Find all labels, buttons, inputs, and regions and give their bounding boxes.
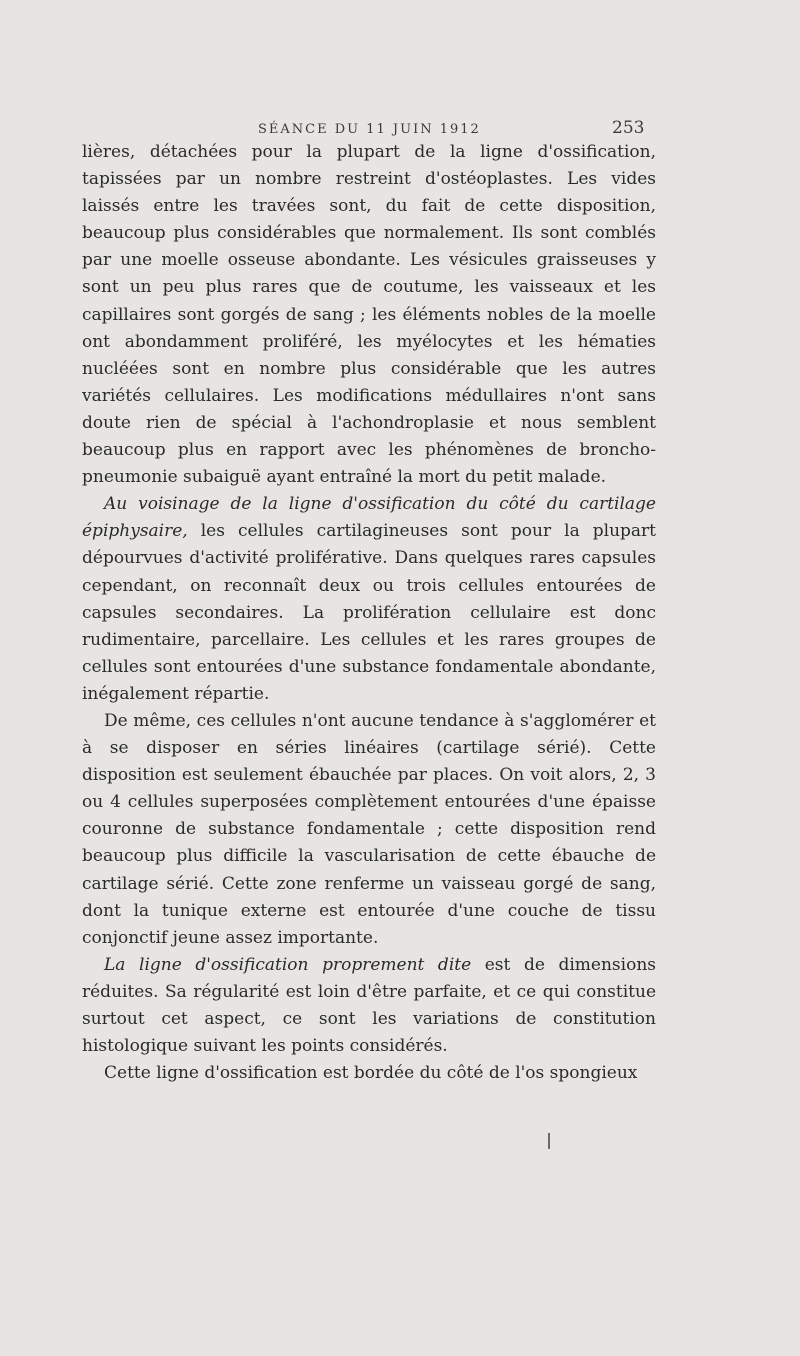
- paragraph-text: les cellules cartilagineuses sont pour la plupart dépourvues d'activité proliférative. Dans quelques rares capsules cependant, on reconnaît deux ou trois cellules entourées de capsules secondaires. La prolifération cellulaire est donc rudimentaire, parcellaire. Les cellules et les rares groupes de cellules sont entourées d'une substance fondamentale abondante, inégalement répartie.: [82, 521, 656, 704]
- paragraph-text: est de dimensions réduites. Sa régularité est loin d'être parfaite, et ce qui constitue surtout cet aspect, ce sont les variations de constitution histologique suivant les points considérés.: [82, 954, 656, 1057]
- italic-lead: Au voisinage de la ligne d'ossification du côté du cartilage épiphysaire,: [82, 494, 656, 542]
- italic-lead: La ligne d'ossification proprement dite: [104, 954, 472, 975]
- page-number: 253: [612, 118, 645, 138]
- running-head: SÉANCE DU 11 JUIN 1912: [258, 122, 481, 137]
- body-text: [82, 139, 656, 1087]
- paragraph-text: De même, ces cellules n'ont aucune tendance à s'agglomérer et à se disposer en séries linéaires (cartilage sérié). Cette disposition est seulement ébauchée par places. On voit alors, 2, 3 ou 4 cellules superposées complètement entourées d'une épaisse couronne de substance fondamentale ; cette disposition rend beaucoup plus difficile la vascularisation de cette ébauche de cartilage sérié. Cette zone renferme un vaisseau gorgé de sang, dont la tunique externe est entourée d'une couche de tissu conjonctif jeune assez importante.: [82, 710, 656, 948]
- paragraph-text: Cette ligne d'ossification est bordée du côté de l'os spongieux: [104, 1063, 638, 1084]
- paragraph-2: [82, 491, 656, 708]
- paragraph-5: [82, 1060, 656, 1087]
- paragraph-4: [82, 952, 656, 1060]
- stray-ink-mark: [548, 1133, 550, 1149]
- paragraph-3: [82, 708, 656, 952]
- paragraph-1: [82, 139, 656, 491]
- paragraph-text: lières, détachées pour la plupart de la ligne d'ossification, tapissées par un nombre restreint d'ostéoplastes. Les vides laissés entre les travées sont, du fait de cette disposition, beaucoup plus considérables que normalement. Ils sont comblés par une moelle osseuse abondante. Les vésicules graisseuses y sont un peu plus rares que de coutume, les vaisseaux et les capillaires sont gorgés de sang ; les éléments nobles de la moelle ont abondamment proliféré, les myélocytes et les hématies nucléées sont en nombre plus considérable que les autres variétés cellulaires. Les modifications médullaires n'ont sans doute rien de spécial à l'achondroplasie et nous semblent beaucoup plus en rapport avec les phénomènes de broncho-pneumonie subaiguë ayant entraîné la mort du petit malade.: [82, 142, 656, 488]
